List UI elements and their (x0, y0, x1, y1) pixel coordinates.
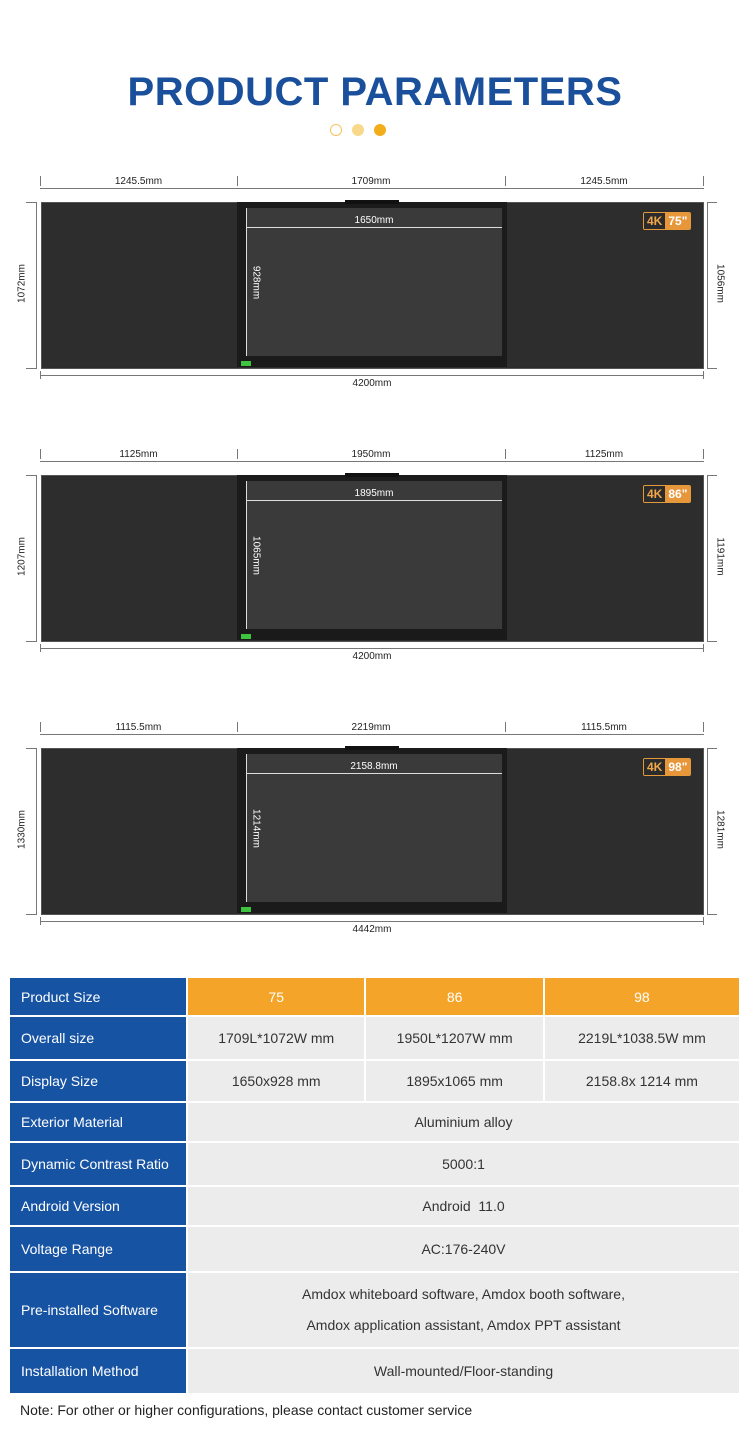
power-indicator (241, 634, 251, 639)
right-height-label: 1281mm (714, 810, 726, 849)
camera-bar (345, 746, 399, 750)
voltage-label: Voltage Range (10, 1227, 186, 1273)
right-width-label: 1245.5mm (580, 176, 628, 187)
contrast-label: Dynamic Contrast Ratio (10, 1143, 186, 1187)
badge-res: 4K (644, 213, 665, 229)
installation-value: Wall-mounted/Floor-standing (186, 1349, 739, 1395)
spec-table (10, 978, 739, 1395)
left-width-label: 1115.5mm (115, 722, 162, 733)
table-header-row (10, 978, 739, 1017)
table-row (10, 1143, 739, 1187)
table-row (10, 1273, 739, 1349)
resolution-badge (643, 212, 691, 230)
product-size-label: Product Size (10, 978, 186, 1017)
table-row (10, 1061, 739, 1103)
overall-size-label: Overall size (10, 1017, 186, 1061)
power-indicator (241, 361, 251, 366)
screen-height-label: 928mm (250, 265, 262, 300)
display-size-98: 2158.8x 1214 mm (543, 1061, 739, 1103)
page-title: PRODUCT PARAMETERS (127, 70, 623, 114)
center-width-label: 2219mm (351, 722, 391, 733)
table-row (10, 1017, 739, 1061)
left-panel (43, 204, 237, 367)
camera-bar (345, 473, 399, 477)
dot-light-icon (352, 124, 364, 136)
display-screen (246, 754, 502, 902)
display-size-75: 1650x928 mm (186, 1061, 364, 1103)
size-86-header: 86 (364, 978, 542, 1017)
display-screen (246, 481, 502, 629)
left-height-label: 1207mm (16, 537, 28, 576)
footer-note: Note: For other or higher configurations, please contact customer service (20, 1402, 473, 1418)
left-width-label: 1245.5mm (114, 176, 163, 187)
right-width-label: 1125mm (584, 449, 624, 460)
table-row (10, 1187, 739, 1227)
display-size-label: Display Size (10, 1061, 186, 1103)
resolution-badge (643, 485, 691, 503)
right-width-label: 1115.5mm (581, 722, 627, 733)
left-panel (43, 477, 237, 640)
android-label: Android Version (10, 1187, 186, 1227)
software-label: Pre-installed Software (10, 1273, 186, 1349)
total-width-label: 4200mm (352, 378, 392, 389)
left-height-label: 1072mm (16, 264, 28, 303)
bottom-bezel (237, 903, 507, 913)
resolution-badge (643, 758, 691, 776)
software-line-1: Amdox whiteboard software, Amdox booth software, (302, 1286, 625, 1302)
badge-res: 4K (644, 486, 665, 502)
size-98-header: 98 (543, 978, 739, 1017)
power-indicator (241, 907, 251, 912)
dimension-diagram-98 (0, 718, 750, 968)
screen-width-label: 2158.8mm (350, 761, 398, 772)
bottom-bezel (237, 357, 507, 367)
table-row (10, 1103, 739, 1143)
overall-size-75: 1709L*1072W mm (186, 1017, 364, 1061)
table-row (10, 1349, 739, 1395)
voltage-value: AC:176-240V (186, 1227, 739, 1273)
installation-label: Installation Method (10, 1349, 186, 1395)
badge-res: 4K (644, 759, 665, 775)
screen-height-label: 1214mm (250, 809, 262, 848)
left-panel (43, 750, 237, 913)
exterior-material-label: Exterior Material (10, 1103, 186, 1143)
center-width-label: 1950mm (351, 449, 391, 460)
camera-bar (345, 200, 399, 204)
center-width-label: 1709mm (351, 176, 391, 187)
display-size-86: 1895x1065 mm (364, 1061, 542, 1103)
left-height-label: 1330mm (16, 810, 28, 849)
dot-outline-icon (330, 124, 342, 136)
right-height-label: 1056mm (714, 264, 726, 303)
table-row (10, 1227, 739, 1273)
screen-width-label: 1650mm (354, 215, 394, 226)
contrast-value: 5000:1 (186, 1143, 739, 1187)
overall-size-98: 2219L*1038.5W mm (543, 1017, 739, 1061)
software-value (186, 1273, 739, 1349)
left-width-label: 1125mm (119, 449, 158, 460)
dimension-diagram-75 (0, 172, 750, 422)
overall-size-86: 1950L*1207W mm (364, 1017, 542, 1061)
bottom-bezel (237, 630, 507, 640)
software-line-2: Amdox application assistant, Amdox PPT assistant (306, 1317, 621, 1333)
badge-size: 98" (665, 759, 690, 775)
right-height-label: 1191mm (714, 537, 726, 576)
badge-size: 86" (665, 486, 690, 502)
badge-size: 75" (665, 213, 690, 229)
exterior-material-value: Aluminium alloy (186, 1103, 739, 1143)
screen-width-label: 1895mm (354, 488, 394, 499)
dot-filled-icon (374, 124, 386, 136)
display-screen (246, 208, 502, 356)
screen-height-label: 1065mm (250, 536, 262, 575)
total-width-label: 4442mm (352, 924, 392, 935)
total-width-label: 4200mm (352, 651, 392, 662)
decorative-dots (330, 124, 420, 138)
dimension-diagram-86 (0, 445, 750, 695)
android-value: Android 11.0 (186, 1187, 739, 1227)
size-75-header: 75 (186, 978, 364, 1017)
